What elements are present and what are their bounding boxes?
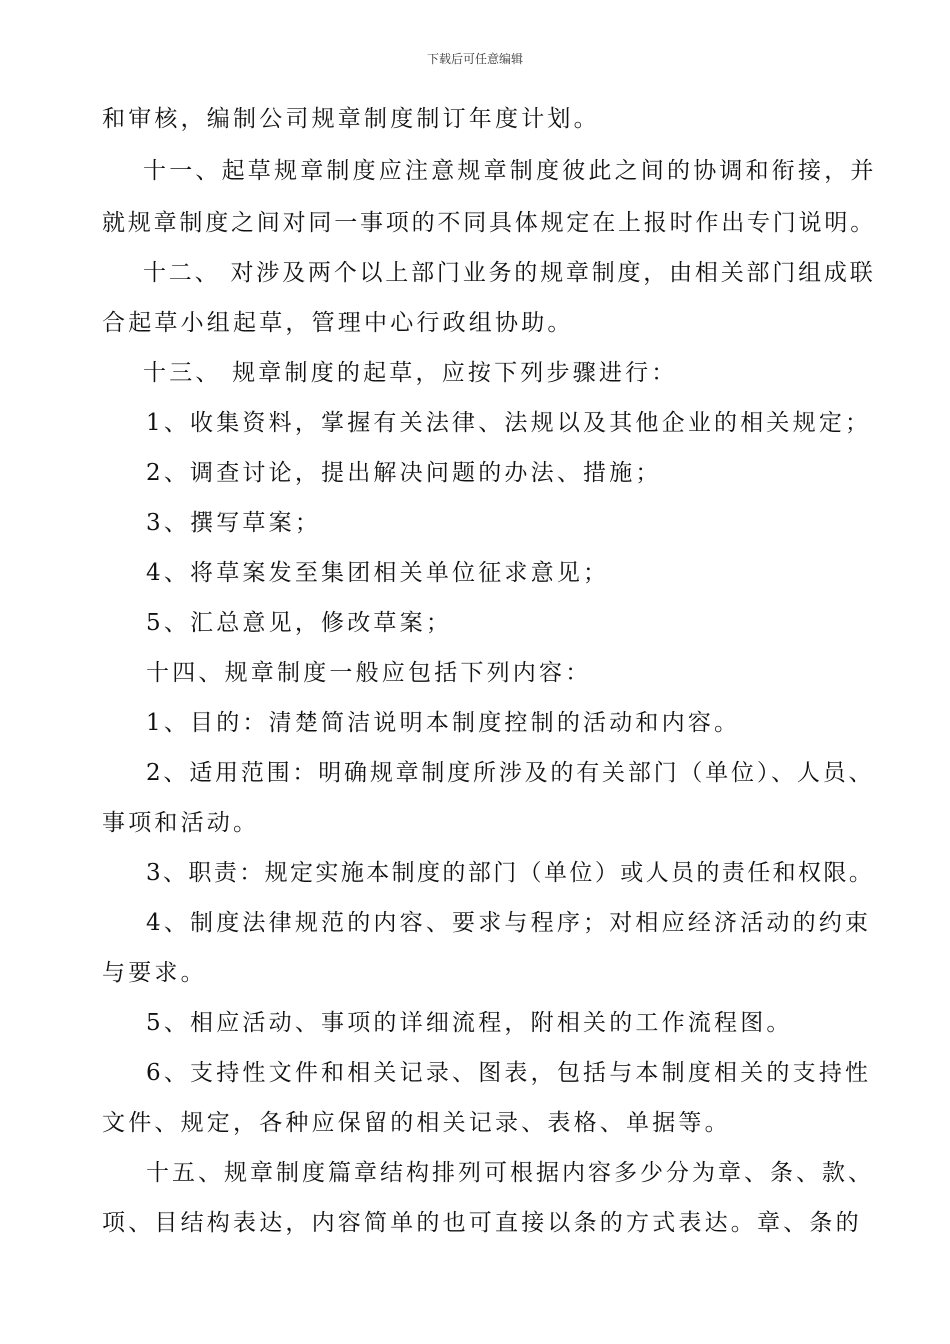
text-line: 5、汇总意见，修改草案； [146,610,453,636]
text-line: 6、支持性文件和相关记录、图表，包括与本制度相关的支持性 [146,1060,872,1086]
page-header: 下载后可任意编辑 [426,52,523,66]
text-line: 事项和活动。 [102,810,260,836]
text-line: 合起草小组起草，管理中心行政组协助。 [102,310,574,336]
text-line: 十三、 规章制度的起草，应按下列步骤进行： [143,360,678,386]
text-line: 3、职责：规定实施本制度的部门（单位）或人员的责任和权限。 [146,860,875,886]
text-line: 2、适用范围：明确规章制度所涉及的有关部门（单位）、人员、 [146,760,875,786]
text-line: 文件、规定，各种应保留的相关记录、表格、单据等。 [102,1110,731,1136]
text-line: 4、制度法律规范的内容、要求与程序；对相应经济活动的约束 [146,910,872,936]
text-line: 1、目的：清楚简洁说明本制度控制的活动和内容。 [146,710,741,736]
text-line: 2、调查讨论，提出解决问题的办法、措施； [146,460,662,486]
text-line: 十四、规章制度一般应包括下列内容： [146,660,592,686]
text-line: 和审核，编制公司规章制度制订年度计划。 [102,106,600,132]
text-line: 5、相应活动、事项的详细流程，附相关的工作流程图。 [146,1010,793,1036]
text-line: 十五、规章制度篇章结构排列可根据内容多少分为章、条、款、 [146,1160,874,1186]
text-line: 与要求。 [102,960,207,986]
text-line: 4、将草案发至集团相关单位征求意见； [146,560,610,586]
text-line: 十一、起草规章制度应注意规章制度彼此之间的协调和衔接，并 [143,158,877,184]
text-line: 就规章制度之间对同一事项的不同具体规定在上报时作出专门说明。 [102,210,876,236]
text-line: 3、撰写草案； [146,510,322,536]
text-line: 1、收集资料，掌握有关法律、法规以及其他企业的相关规定； [146,410,872,436]
text-line: 十二、 对涉及两个以上部门业务的规章制度，由相关部门组成联 [143,260,876,286]
text-line: 项、目结构表达，内容简单的也可直接以条的方式表达。章、条的 [102,1210,862,1236]
